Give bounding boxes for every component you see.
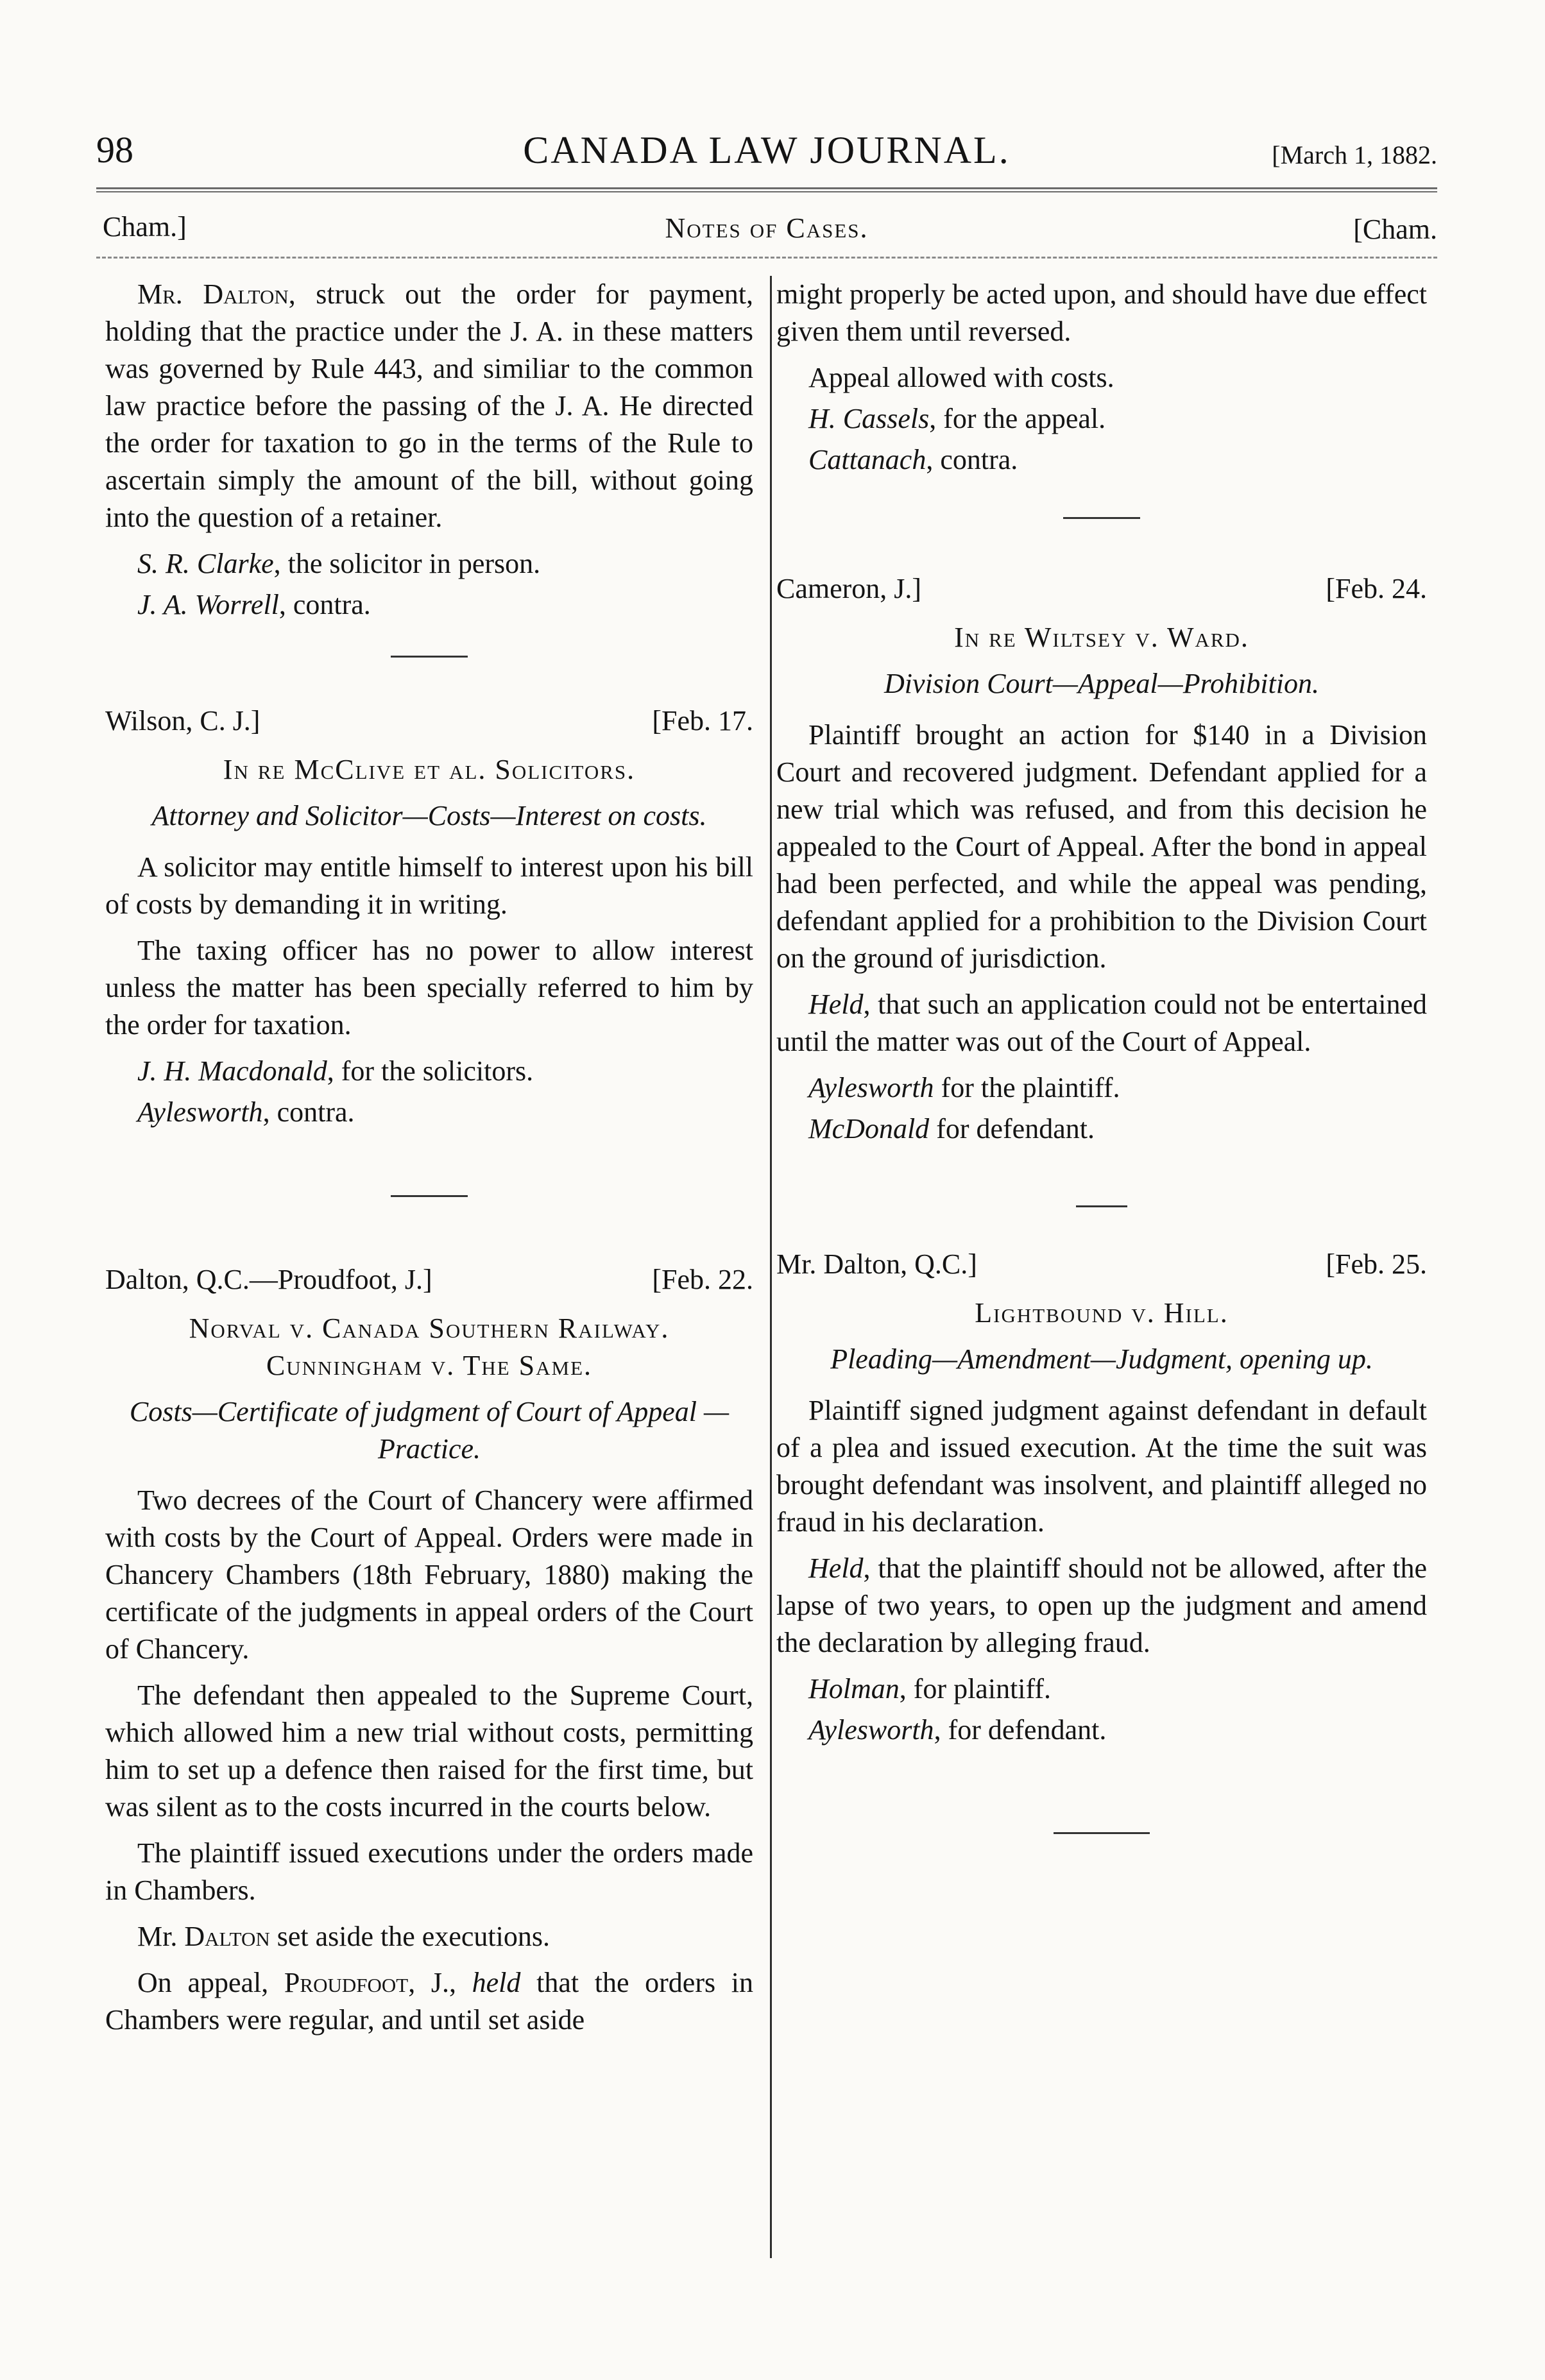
case-paragraph: The defendant then appealed to the Supreme Court, which allowed him a new trial without costs, permitting him to set up a defence then raised for the first time, but was silent as to the costs incurred in the courts below.	[105, 1679, 753, 1823]
counsel-line	[776, 1110, 1427, 1148]
counsel-role: , contra.	[262, 1096, 355, 1128]
case-date: [Feb. 25.	[1326, 1248, 1427, 1280]
text-fragment: , that the plaintiff should not be allowed, after the lapse of two years, to open up the judgment and amend the declaration by alleging fraud.	[776, 1552, 1427, 1658]
judge-name: Dalton	[184, 1921, 270, 1952]
counsel-role: , for the appeal.	[929, 403, 1106, 434]
counsel-line	[776, 400, 1427, 438]
text-fragment: that the orders in Chambers were regular, and until set aside	[105, 1967, 753, 2036]
case-date: [Feb. 17.	[652, 705, 753, 736]
counsel-line	[776, 1712, 1427, 1749]
counsel-name: McDonald	[808, 1113, 930, 1144]
case-paragraph	[776, 1550, 1427, 1662]
counsel-name: J. A. Worrell	[137, 589, 279, 620]
right-column	[776, 276, 1427, 1834]
held-word: Held	[808, 1552, 864, 1584]
case-paragraph: A solicitor may entitle himself to interest upon his bill of costs by demanding it in writing.	[105, 851, 753, 920]
case-paragraph: Plaintiff brought an action for $140 in a Division Court and recovered judgment. Defendant applied for a new trial which was refused, and from this decision he appealed to the Court of Appeal. After the bond in appeal had been perfected, and while the appeal was pending, defendant applied for a prohibition to the Division Court on the ground of jurisdiction.	[776, 719, 1427, 974]
header-rule	[96, 187, 1437, 189]
case-separator	[1076, 1205, 1127, 1207]
section-header	[96, 204, 1437, 249]
counsel-name: J. H. Macdonald	[137, 1055, 327, 1087]
continuation-paragraph: might properly be acted upon, and should have due effect given them until reversed.	[776, 278, 1427, 347]
counsel-name: Holman	[808, 1673, 900, 1704]
left-column	[105, 276, 753, 2048]
counsel-role: , the solicitor in person.	[273, 548, 541, 579]
text-fragment: On appeal,	[137, 1967, 284, 1998]
case-judge: Cameron, J.]	[776, 573, 922, 604]
counsel-role: for the plaintiff.	[934, 1072, 1120, 1103]
text-fragment: Mr.	[137, 1921, 185, 1952]
page-number: 98	[96, 129, 133, 171]
case-separator	[1063, 517, 1140, 519]
counsel-role: , for defendant.	[934, 1714, 1107, 1746]
counsel-line	[105, 1094, 753, 1131]
text-fragment: , J.,	[408, 1967, 472, 1998]
case-judge-line	[776, 1246, 1427, 1283]
counsel-line	[776, 1670, 1427, 1708]
case-title: Norval v. Canada Southern Railway.	[189, 1313, 670, 1344]
case-paragraph: The plaintiff issued executions under the orders made in Chambers.	[105, 1837, 753, 1906]
counsel-line	[776, 1069, 1427, 1107]
case-subject: Pleading—Amendment—Judgment, opening up.	[830, 1343, 1373, 1375]
case-title: Lightbound v. Hill.	[975, 1297, 1229, 1329]
held-word: Held	[808, 989, 864, 1020]
case-title: In re Wiltsey v. Ward.	[954, 622, 1249, 653]
case-judge: Wilson, C. J.]	[105, 705, 260, 736]
counsel-name: H. Cassels	[808, 403, 930, 434]
case-judge-line	[105, 1261, 753, 1298]
counsel-role: , for plaintiff.	[899, 1673, 1052, 1704]
case-title: In re McClive et al. Solicitors.	[223, 754, 636, 785]
end-separator	[1054, 1832, 1150, 1834]
counsel-line	[776, 441, 1427, 479]
counsel-name: Cattanach	[808, 444, 926, 475]
case-date: [Feb. 22.	[652, 1264, 753, 1295]
case-separator	[391, 656, 468, 658]
held-word: held	[472, 1967, 521, 1998]
case-paragraph: Plaintiff signed judgment against defendant in default of a plea and issued execution. At the time the suit was brought defendant was insolvent, and plaintiff alleged no fraud in his declaration.	[776, 1395, 1427, 1538]
case-subject: Attorney and Solicitor—Costs—Interest on costs.	[151, 800, 707, 831]
counsel-role: , contra.	[926, 444, 1018, 475]
case-judge-line	[776, 570, 1427, 608]
counsel-name: S. R. Clarke	[137, 548, 274, 579]
section-right-label: [Cham.	[1353, 214, 1437, 245]
judge-name: Proudfoot	[284, 1967, 409, 1998]
counsel-role: , for the solicitors.	[327, 1055, 534, 1087]
judge-name: Mr. Dalton	[137, 278, 289, 310]
running-header	[96, 122, 1437, 173]
counsel-line	[105, 1053, 753, 1090]
counsel-name: Aylesworth	[137, 1096, 263, 1128]
counsel-name: Aylesworth	[808, 1714, 934, 1746]
case-paragraph: Two decrees of the Court of Chancery were affirmed with costs by the Court of Appeal. Orders were made in Chancery Chambers (18th February, 1880) making the certificate of the judgments in appeal orders of the Court of Chancery.	[105, 1484, 753, 1665]
case-judge-line	[105, 702, 753, 740]
counsel-name: Aylesworth	[808, 1072, 934, 1103]
case-subject: Division Court—Appeal—Prohibition.	[884, 668, 1319, 699]
counsel-role: , contra.	[278, 589, 371, 620]
section-left-label: Cham.]	[103, 211, 187, 242]
case-title: Cunningham v. The Same.	[266, 1350, 593, 1381]
case-judge: Mr. Dalton, Q.C.]	[776, 1248, 977, 1280]
counsel-role: for defendant.	[929, 1113, 1095, 1144]
paragraph-text: , struck out the order for payment, holding that the practice under the J. A. in these matters was governed by Rule 443, and similiar to the common law practice before the passing of the J. A. He directed the order for taxation to go in the terms of the Rule to ascertain simply the amount of the bill, without going into the question of a retainer.	[105, 278, 754, 533]
journal-title: CANADA LAW JOURNAL.	[523, 129, 1011, 171]
case-judge: Dalton, Q.C.—Proudfoot, J.]	[105, 1264, 432, 1295]
column-divider	[770, 276, 772, 2258]
case-paragraph	[776, 986, 1427, 1060]
counsel-line	[105, 586, 753, 624]
counsel-line	[105, 545, 753, 582]
text-fragment: set aside the executions.	[269, 1921, 550, 1952]
header-rule-double	[96, 191, 1437, 192]
section-rule	[96, 257, 1437, 259]
case-paragraph: The taxing officer has no power to allow interest unless the matter has been specially referred to him by the order for taxation.	[105, 935, 753, 1041]
section-title: Notes of Cases.	[665, 212, 869, 244]
case-paragraph	[105, 1964, 753, 2039]
case-subject: Costs—Certificate of judgment of Court of Appeal —Practice.	[129, 1396, 730, 1465]
case-separator	[391, 1195, 468, 1197]
case-paragraph	[105, 1918, 753, 1955]
case-date: [Feb. 24.	[1326, 573, 1427, 604]
issue-date: [March 1, 1882.	[1272, 140, 1437, 169]
disposition: Appeal allowed with costs.	[808, 362, 1114, 393]
opening-paragraph	[105, 276, 753, 536]
text-fragment: , that such an application could not be entertained until the matter was out of the Court of Appeal.	[776, 989, 1427, 1057]
